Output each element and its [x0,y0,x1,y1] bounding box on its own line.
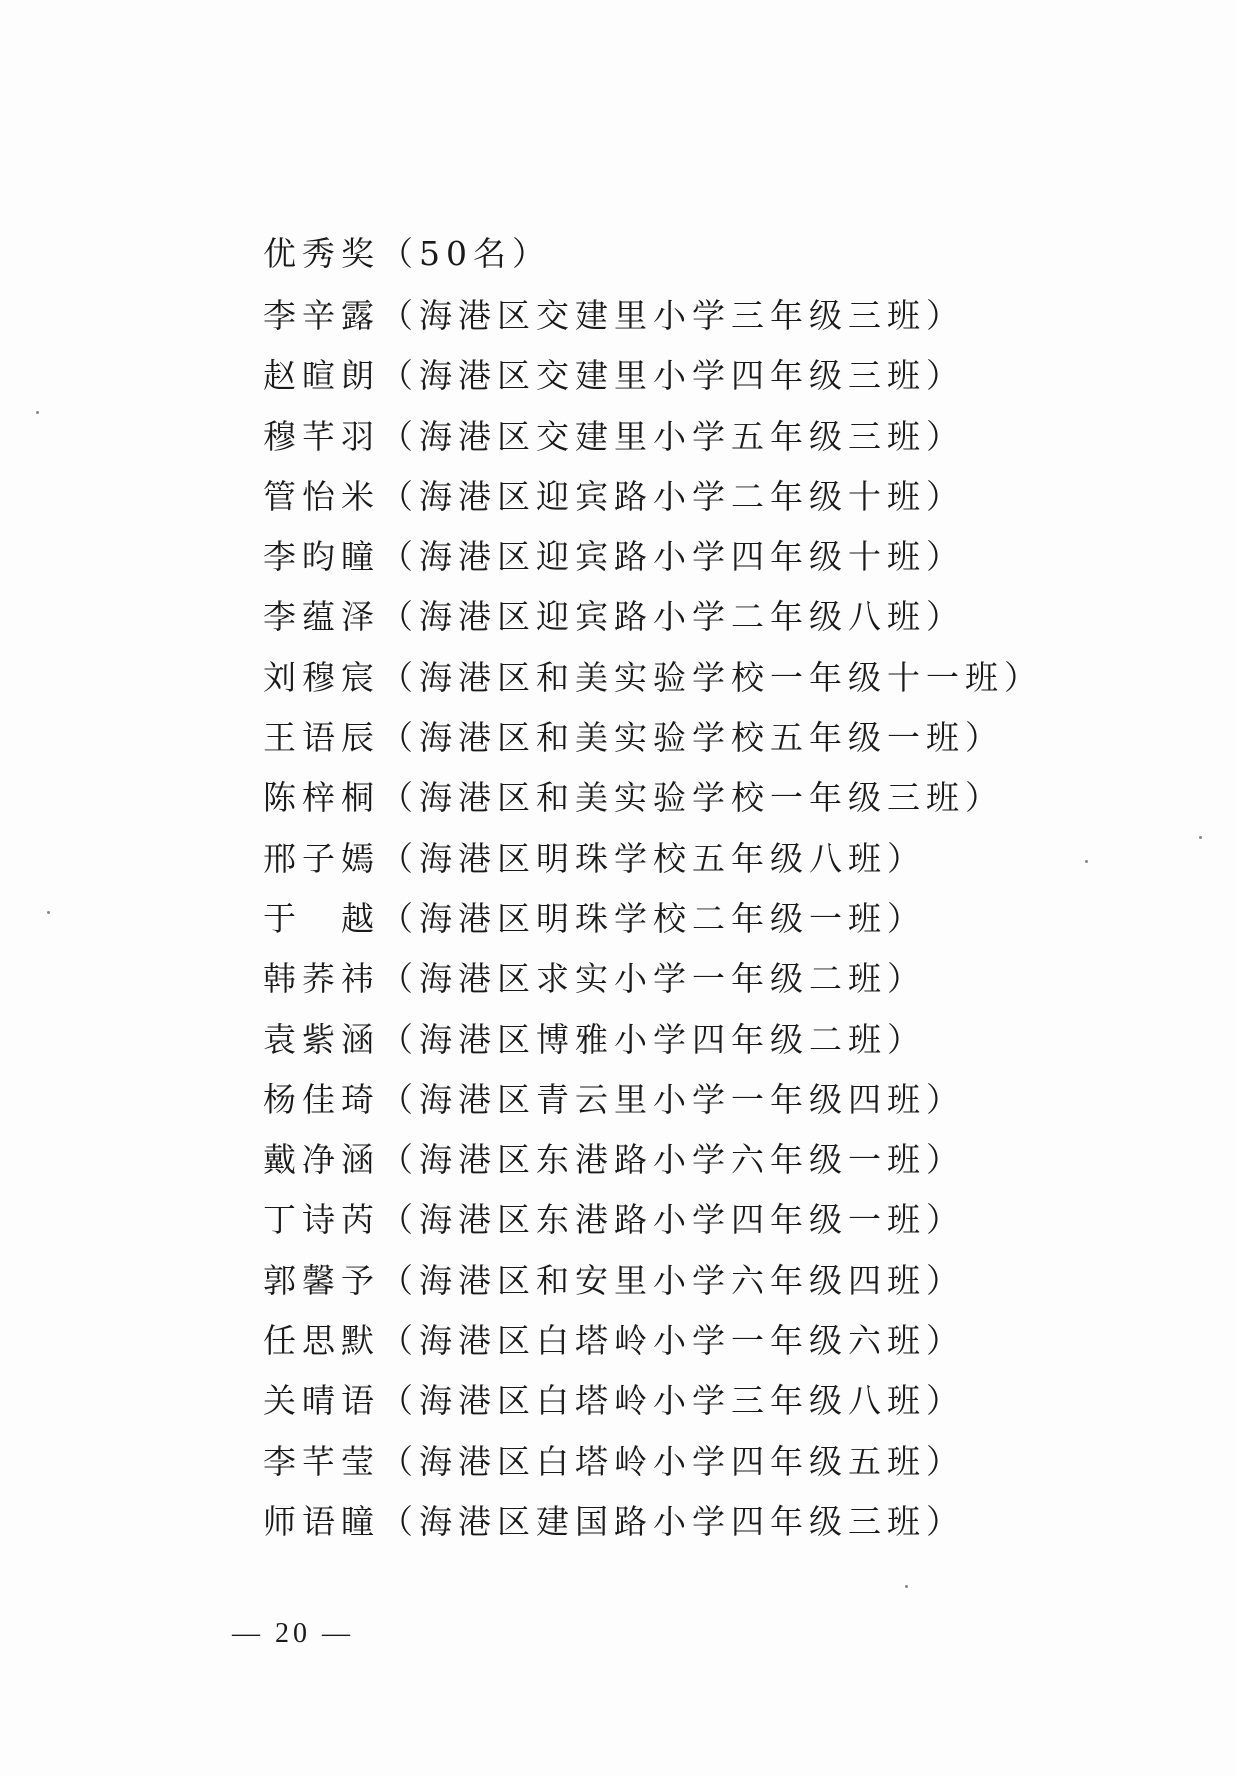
list-item: 关晴语（海港区白塔岭小学三年级八班） [263,1381,965,1421]
list-item: 刘穆宸（海港区和美实验学校一年级十一班） [263,657,1043,697]
list-item: 于 越（海港区明珠学校二年级一班） [263,898,926,938]
list-item: 李蕴泽（海港区迎宾路小学二年级八班） [263,597,965,637]
list-item: 韩荞祎（海港区求实小学一年级二班） [263,959,926,999]
scan-speck [1085,860,1088,863]
section-heading: 优秀奖（50名） [263,234,551,273]
list-item: 管怡米（海港区迎宾路小学二年级十班） [263,476,965,516]
awardee-list [263,286,1043,1552]
list-item: 郭馨予（海港区和安里小学六年级四班） [263,1260,965,1300]
list-item: 杨佳琦（海港区青云里小学一年级四班） [263,1079,965,1119]
scan-speck [47,911,50,914]
scan-speck [905,1585,908,1588]
list-item: 师语瞳（海港区建国路小学四年级三班） [263,1501,965,1541]
scan-speck [36,411,39,414]
page-number: — 20 — [232,1618,354,1649]
list-item: 邢子嫣（海港区明珠学校五年级八班） [263,838,926,878]
scan-speck [1199,836,1202,839]
list-item: 丁诗芮（海港区东港路小学四年级一班） [263,1200,965,1240]
list-item: 陈梓桐（海港区和美实验学校一年级三班） [263,778,1004,818]
list-item: 王语辰（海港区和美实验学校五年级一班） [263,718,1004,758]
list-item: 李昀瞳（海港区迎宾路小学四年级十班） [263,537,965,577]
list-item: 袁紫涵（海港区博雅小学四年级二班） [263,1019,926,1059]
list-item: 穆芊羽（海港区交建里小学五年级三班） [263,416,965,456]
list-item: 李辛露（海港区交建里小学三年级三班） [263,296,965,335]
list-item: 赵暄朗（海港区交建里小学四年级三班） [263,356,965,396]
list-item: 任思默（海港区白塔岭小学一年级六班） [263,1321,965,1361]
list-item: 戴净涵（海港区东港路小学六年级一班） [263,1140,965,1180]
list-item: 李芊莹（海港区白塔岭小学四年级五班） [263,1441,965,1481]
